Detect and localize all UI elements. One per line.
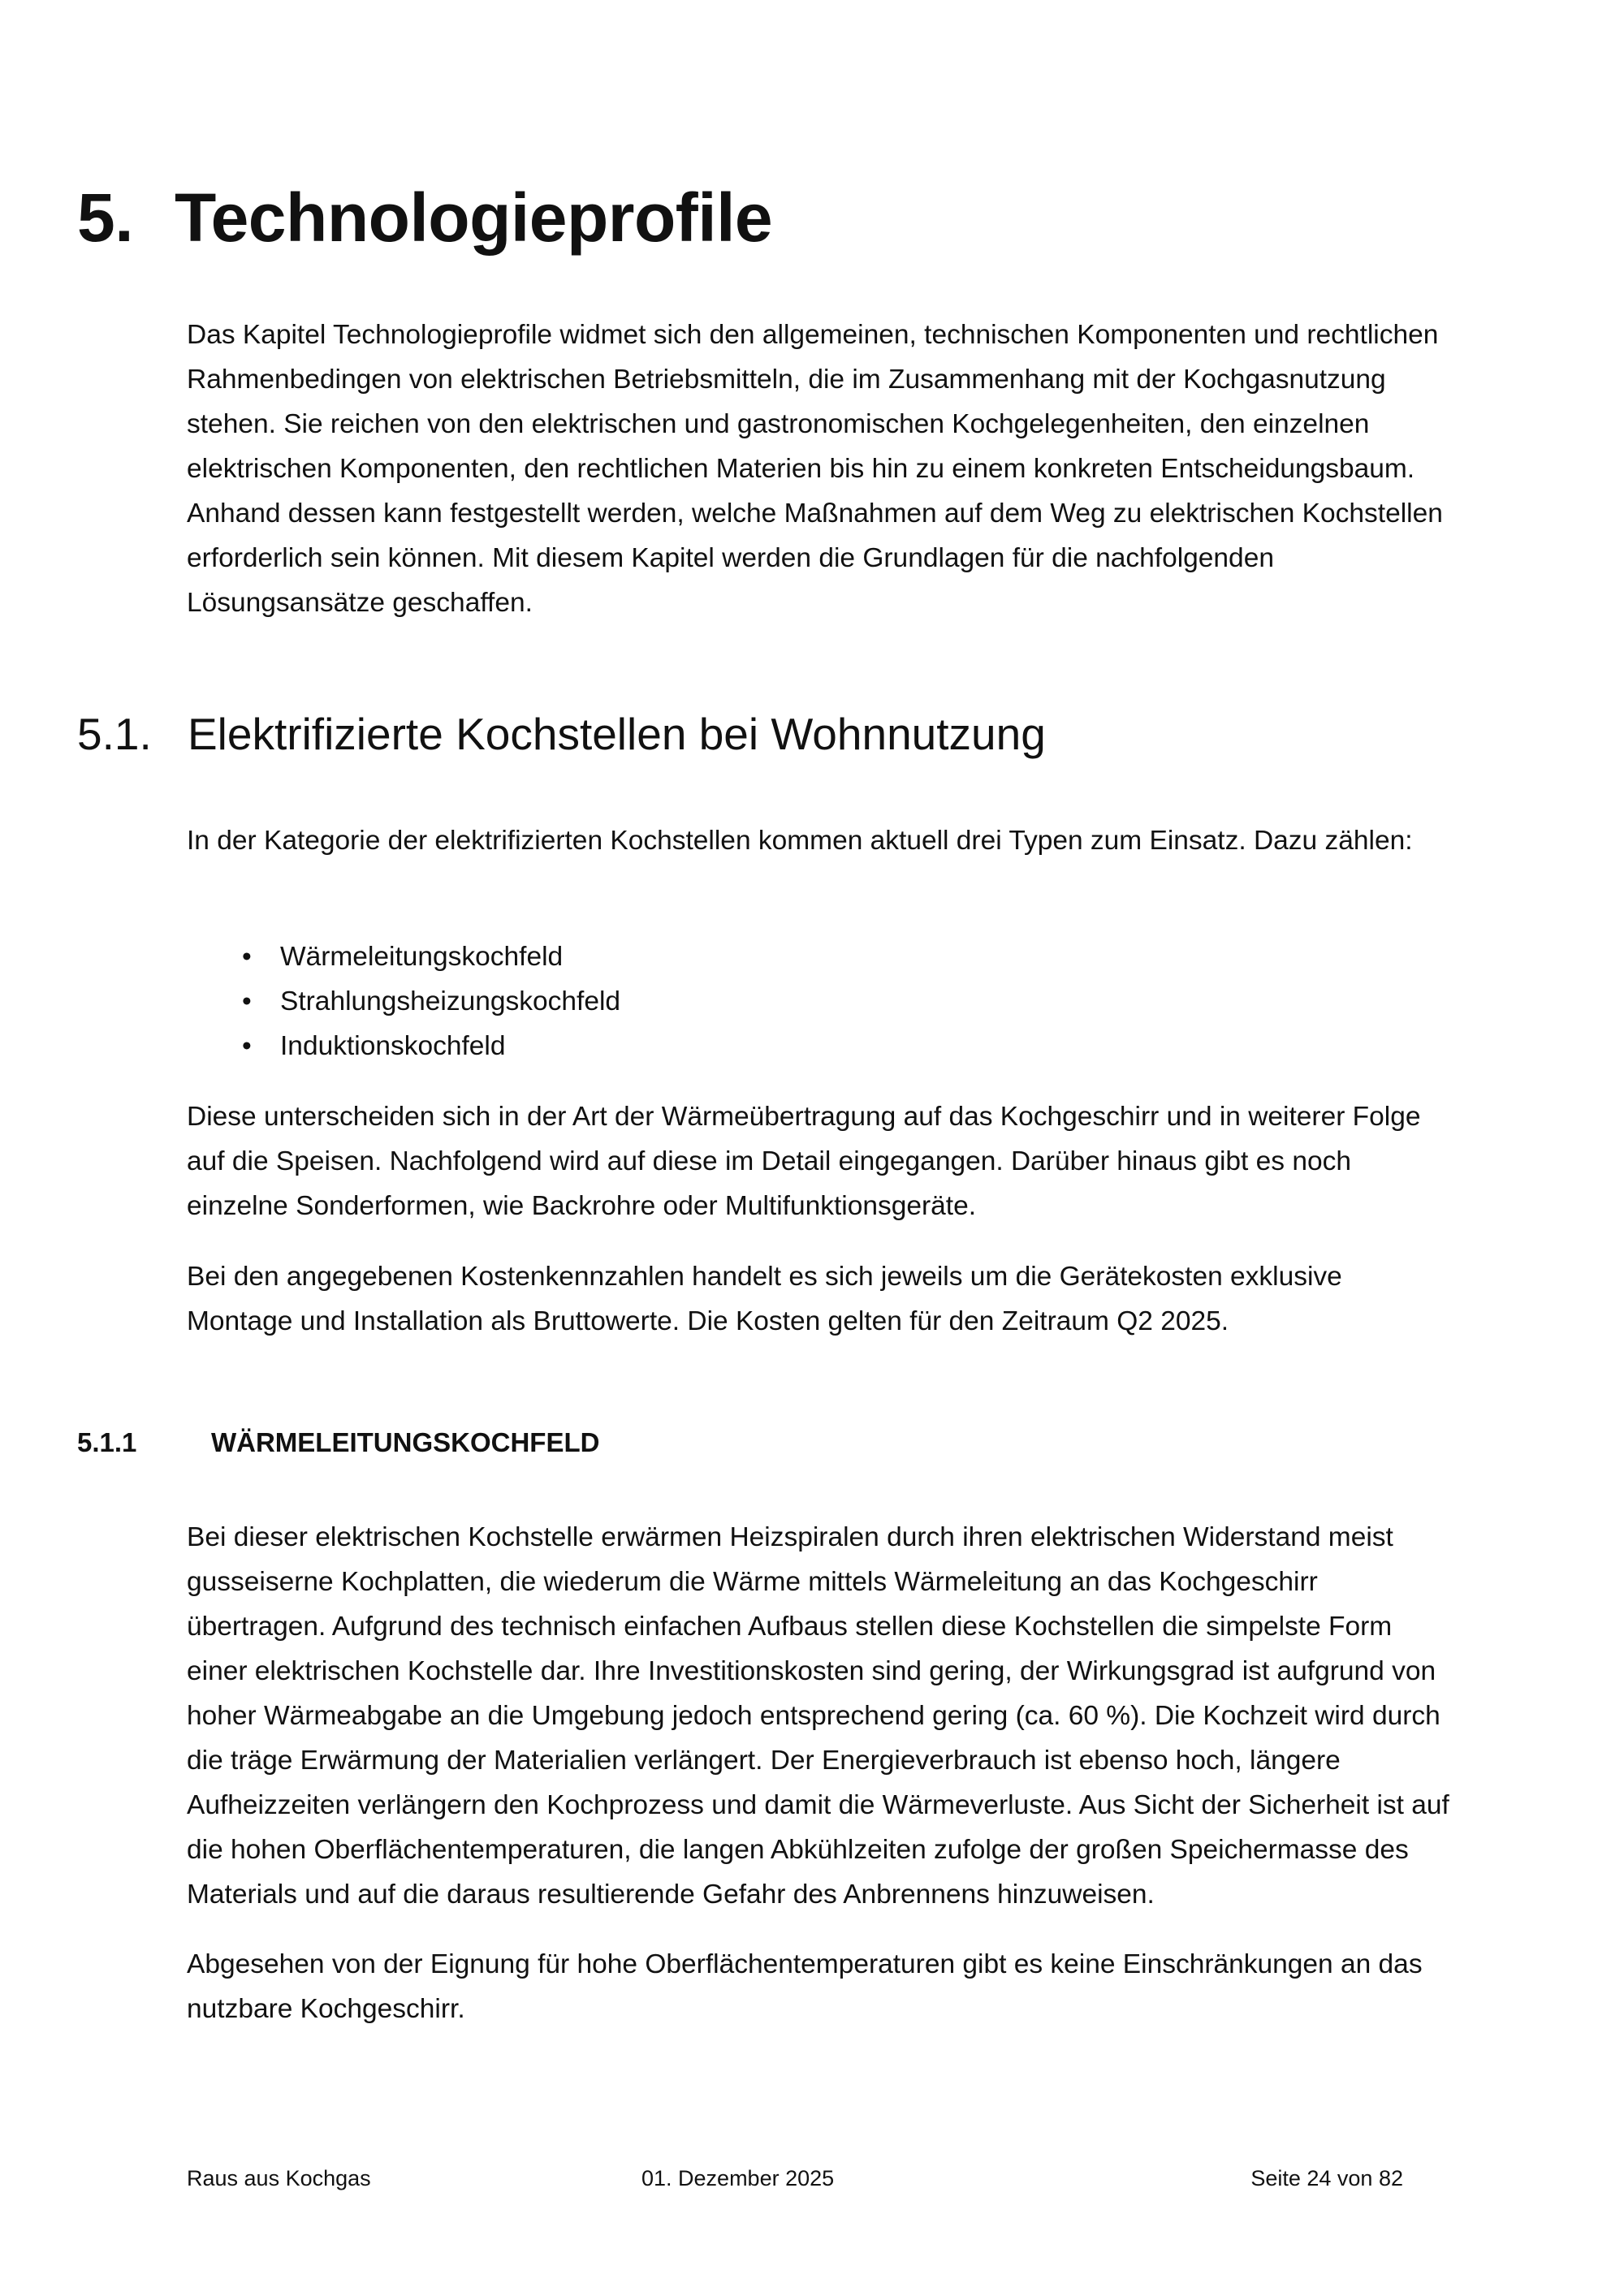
chapter-intro-paragraph: Das Kapitel Technologieprofile widmet sich den allgemeinen, technischen Komponenten und rechtlichen Rahmenbedingen von elektrischen Betriebsmitteln, die im Zusammenhang mit der Kochgasnutzung stehen. Sie reichen von den elektrischen und gastronomischen Kochgelegenheiten, den einzelnen elektrischen Komponenten, den rechtlichen Materien bis hin zu einem konkreten Entscheidungsbaum. Anhand dessen kann festgestellt werden, welche Maßnahmen auf dem Weg zu elektrischen Kochstellen erforderlich sein können. Mit diesem Kapitel werden die Grundlagen für die nachfolgenden Lösungsansätze geschaffen. [187,320,1443,618]
list-item [187,1024,1405,1068]
subsection-paragraph-1: Bei dieser elektrischen Kochstelle erwärmen Heizspiralen durch ihren elektrischen Widerstand meist gusseiserne Kochplatten, die wiederum die Wärme mittels Wärmeleitung an das Kochgeschirr übertragen. Aufgrund des technisch einfachen Aufbaus stellen diese Kochstellen die simpelste Form einer elektrischen Kochstelle dar. Ihre Investitionskosten sind gering, der Wirkungsgrad ist aufgrund von hoher Wärmeabgabe an die Umgebung jedoch entsprechend gering (ca. 60 %). Die Kochzeit wird durch die träge Erwärmung der Materialien verlängert. Der Energieverbrauch ist ebenso hoch, längere Aufheizzeiten verlängern den Kochprozess und damit die Wärmeverluste. Aus Sicht der Sicherheit ist auf die hohen Oberflächentemperaturen, die langen Abkühlzeiten zufolge der großen Speichermasse des Materials und auf die daraus resultierende Gefahr des Anbrennens hinzuweisen. [187,1522,1449,1910]
chapter-heading [77,179,772,257]
list-item [187,934,1405,979]
list-item-label: Induktionskochfeld [280,1031,506,1061]
list-item-label: Wärmeleitungskochfeld [280,942,564,972]
footer-document-title: Raus aus Kochgas [187,2166,371,2190]
bullet-glyph: • [242,986,252,1016]
subsection-paragraph-2: Abgesehen von der Eignung für hohe Oberflächentemperaturen gibt es keine Einschränkungen an das nutzbare Kochgeschirr. [187,1949,1423,2024]
section-number: 5.1. [77,709,152,759]
section-paragraph-3: Bei den angegebenen Kostenkennzahlen handelt es sich jeweils um die Gerätekosten exklusive Montage und Installation als Bruttowerte. Die Kosten gelten für den Zeitraum Q2 2025. [187,1262,1342,1336]
chapter-number: 5. [77,179,134,256]
section-paragraph-2: Diese unterscheiden sich in der Art der Wärmeübertragung auf das Kochgeschirr und in weiterer Folge auf die Speisen. Nachfolgend wird auf diese im Detail eingegangen. Darüber hinaus gibt es noch einzelne Sonderformen, wie Backrohre oder Multifunktionsgeräte. [187,1102,1421,1221]
footer-page-number: Seite 24 von 82 [1250,2166,1403,2190]
subsection-title: WÄRMELEITUNGSKOCHFELD [211,1427,600,1457]
section-heading [77,708,1046,760]
list-item [187,979,1405,1024]
section-intro-paragraph: In der Kategorie der elektrifizierten Kochstellen kommen aktuell drei Typen zum Einsatz. Dazu zählen: [187,826,1413,856]
footer-date: 01. Dezember 2025 [641,2166,835,2190]
list-item-label: Strahlungsheizungskochfeld [280,986,621,1016]
subsection-number: 5.1.1 [77,1427,137,1457]
subsection-heading [77,1427,599,1458]
bullet-glyph: • [242,942,252,972]
cooktop-type-list [187,934,1405,1068]
section-title: Elektrifizierte Kochstellen bei Wohnnutzung [188,709,1046,759]
chapter-title: Technologieprofile [175,179,773,256]
bullet-glyph: • [242,1031,252,1061]
